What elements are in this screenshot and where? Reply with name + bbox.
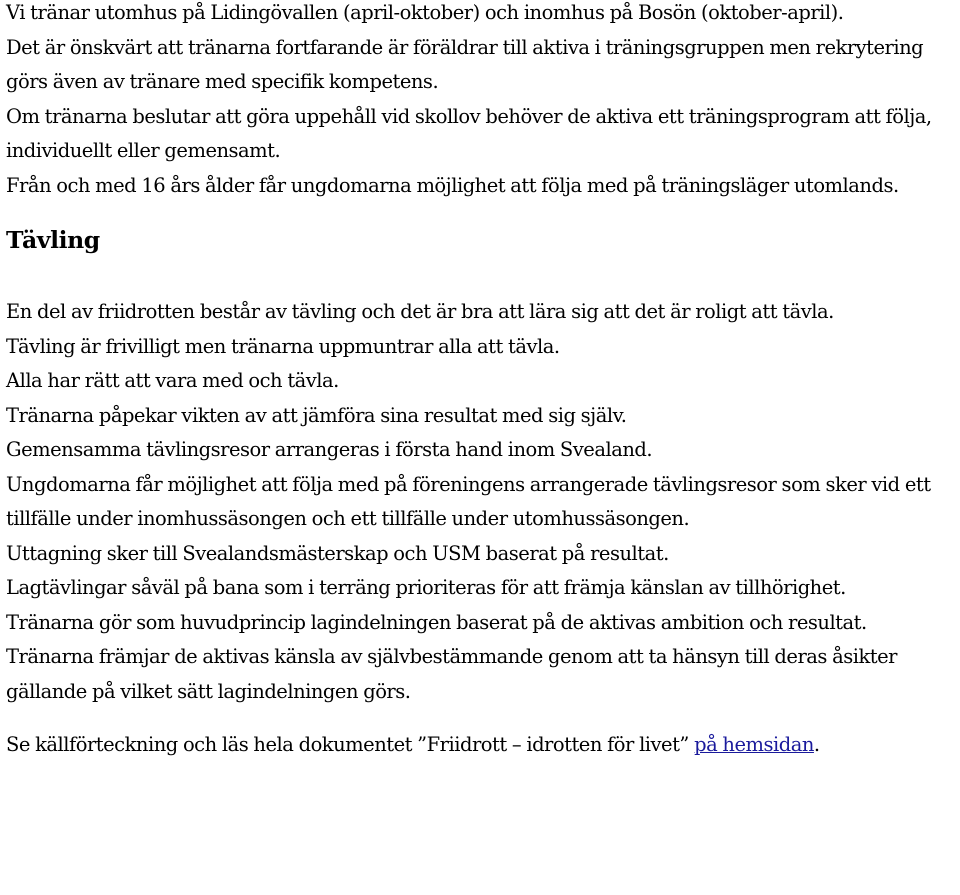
intro-paragraph-training-location: Vi tränar utomhus på Lidingövallen (april-oktober) och inomhus på Bosön (oktober-april).	[6, 1, 844, 24]
footer-reference	[6, 728, 958, 763]
competition-paragraph: Uttagning sker till Svealandsmästerskap och USM baserat på resultat.	[6, 541, 669, 565]
competition-paragraph: Tävling är frivilligt men tränarna uppmuntrar alla att tävla.	[6, 334, 560, 358]
competition-paragraph: Lagtävlingar såväl på bana som i terräng prioriteras för att främja känslan av tillhörighet.	[6, 576, 846, 599]
document-page	[6, 0, 958, 763]
section-heading-tavling: Tävling	[6, 226, 100, 254]
competition-paragraph: Ungdomarna får möjlighet att följa med på föreningens arrangerade tävlingsresor som sker vid ett tillfälle under inomhussäsongen och ett tillfälle under utomhussäsongen.	[6, 472, 931, 530]
competition-paragraph: Gemensamma tävlingsresor arrangeras i första hand inom Svealand.	[6, 438, 653, 461]
competition-paragraph: Alla har rätt att vara med och tävla.	[6, 369, 339, 392]
intro-paragraph-training-camp: Från och med 16 års ålder får ungdomarna möjlighet att följa med på träningsläger utomlands.	[6, 173, 899, 197]
competition-paragraph: En del av friidrotten består av tävling och det är bra att lära sig att det är roligt att tävla.	[6, 300, 834, 323]
competition-paragraph: Tränarna gör som huvudprincip lagindelningen baserat på de aktivas ambition och resultat. Tränarna främjar de aktivas känsla av självbestämmande genom att ta hänsyn till deras åsikter gällande på vilket sätt lagindelningen görs.	[6, 610, 897, 703]
website-link[interactable]: på hemsidan	[694, 733, 814, 756]
competition-paragraph: Tränarna påpekar vikten av att jämföra sina resultat med sig själv.	[6, 403, 627, 427]
intro-paragraph-school-break: Om tränarna beslutar att göra uppehåll vid skollov behöver de aktiva ett träningsprogram att följa, individuellt eller gemensamt.	[6, 104, 932, 162]
intro-paragraph-coach-recruitment: Det är önskvärt att tränarna fortfarande är föräldrar till aktiva i träningsgruppen men rekrytering görs även av tränare med specifik kompetens.	[6, 35, 924, 93]
intro-section	[6, 0, 958, 203]
paragraph-spacer	[6, 709, 958, 728]
footer-period: .	[813, 733, 820, 756]
footer-reference-text: Se källförteckning och läs hela dokumentet ”Friidrott – idrotten för livet”	[6, 733, 695, 756]
competition-section	[6, 295, 958, 709]
